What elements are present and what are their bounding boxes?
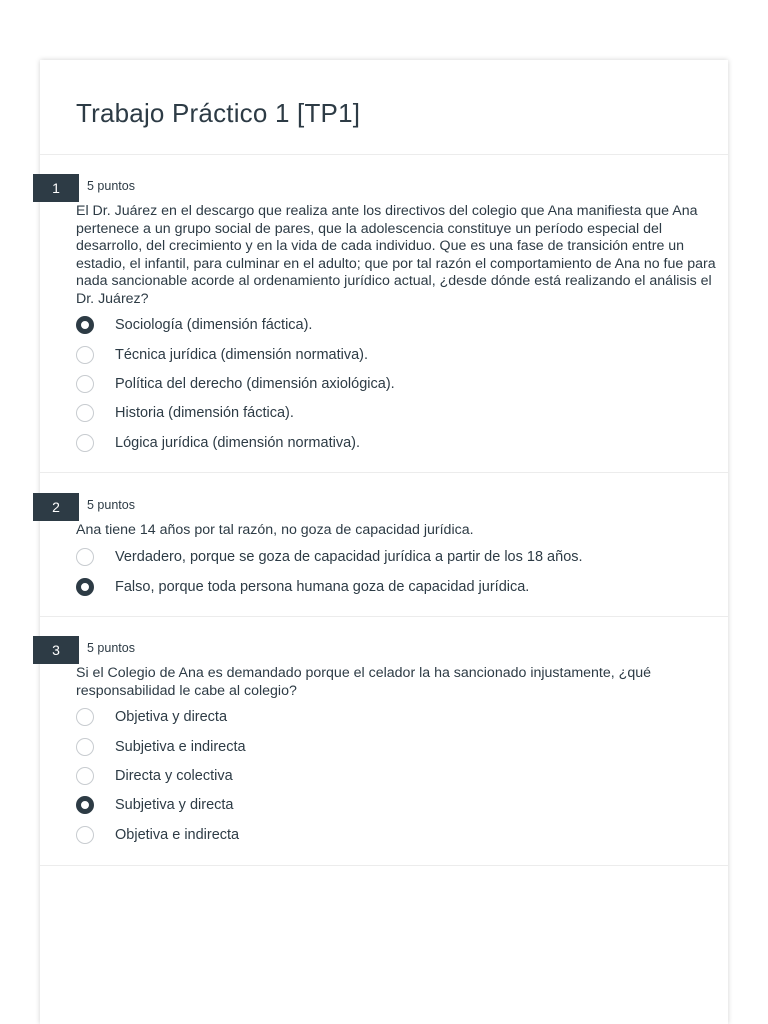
answer-option[interactable] xyxy=(76,432,360,454)
answer-label: Subjetiva e indirecta xyxy=(115,739,246,755)
question-number-1: 1 xyxy=(33,174,79,202)
answer-label: Historia (dimensión fáctica). xyxy=(115,405,294,421)
answer-label: Subjetiva y directa xyxy=(115,797,234,813)
radio-button[interactable] xyxy=(76,578,94,596)
divider xyxy=(40,154,728,155)
answer-option[interactable] xyxy=(76,765,233,787)
answer-option[interactable] xyxy=(76,706,227,728)
answer-option[interactable] xyxy=(76,344,368,366)
radio-button[interactable] xyxy=(76,375,94,393)
question-number-3: 3 xyxy=(33,636,79,664)
answer-option[interactable] xyxy=(76,373,395,395)
radio-button[interactable] xyxy=(76,434,94,452)
divider xyxy=(40,616,728,617)
radio-button[interactable] xyxy=(76,796,94,814)
answer-label: Lógica jurídica (dimensión normativa). xyxy=(115,435,360,451)
radio-button[interactable] xyxy=(76,708,94,726)
question-text-3: Si el Colegio de Ana es demandado porque el celador la ha sancionado injustamente, ¿qué responsabilidad le cabe al colegio? xyxy=(76,665,651,699)
answer-label: Directa y colectiva xyxy=(115,768,233,784)
radio-button[interactable] xyxy=(76,738,94,756)
answer-label: Sociología (dimensión fáctica). xyxy=(115,317,313,333)
question-points-3: 5 puntos xyxy=(87,641,135,655)
divider xyxy=(40,472,728,473)
answer-label: Verdadero, porque se goza de capacidad jurídica a partir de los 18 años. xyxy=(115,549,583,565)
answer-option[interactable] xyxy=(76,824,239,846)
answer-option[interactable] xyxy=(76,736,246,758)
radio-button[interactable] xyxy=(76,767,94,785)
quiz-title: Trabajo Práctico 1 [TP1] xyxy=(76,98,361,128)
answer-label: Objetiva y directa xyxy=(115,709,228,725)
radio-button[interactable] xyxy=(76,316,94,334)
radio-button[interactable] xyxy=(76,548,94,566)
quiz-sheet xyxy=(40,60,728,1024)
answer-option[interactable] xyxy=(76,794,233,816)
answer-option[interactable] xyxy=(76,402,294,424)
question-points-1: 5 puntos xyxy=(87,179,135,193)
answer-label: Técnica jurídica (dimensión normativa). xyxy=(115,347,369,363)
question-points-2: 5 puntos xyxy=(87,498,135,512)
radio-button[interactable] xyxy=(76,346,94,364)
answer-option[interactable] xyxy=(76,546,583,568)
answer-label: Objetiva e indirecta xyxy=(115,827,240,843)
answer-option[interactable] xyxy=(76,314,312,336)
answer-label: Falso, porque toda persona humana goza de capacidad jurídica. xyxy=(115,579,530,595)
answer-option[interactable] xyxy=(76,576,529,598)
question-number-2: 2 xyxy=(33,493,79,521)
divider xyxy=(40,865,728,866)
radio-button[interactable] xyxy=(76,404,94,422)
radio-button[interactable] xyxy=(76,826,94,844)
question-text-1: El Dr. Juárez en el descargo que realiza ante los directivos del colegio que Ana manifiesta que Ana pertenece a un grupo social de pares, que la adolescencia constituye un período especial del desarrollo, del crecimiento y en la vida de cada individuo. Que es una fase de transición entre un estadio, el infantil, para culminar en el adulto; que por tal razón el comportamiento de Ana no fue para nada sancionable acorde al ordenamiento jurídico actual, ¿desde dónde está realizando el análisis el Dr. Juárez? xyxy=(76,203,716,307)
answer-label: Política del derecho (dimensión axiológica). xyxy=(115,376,395,392)
question-text-2: Ana tiene 14 años por tal razón, no goza de capacidad jurídica. xyxy=(76,522,474,538)
